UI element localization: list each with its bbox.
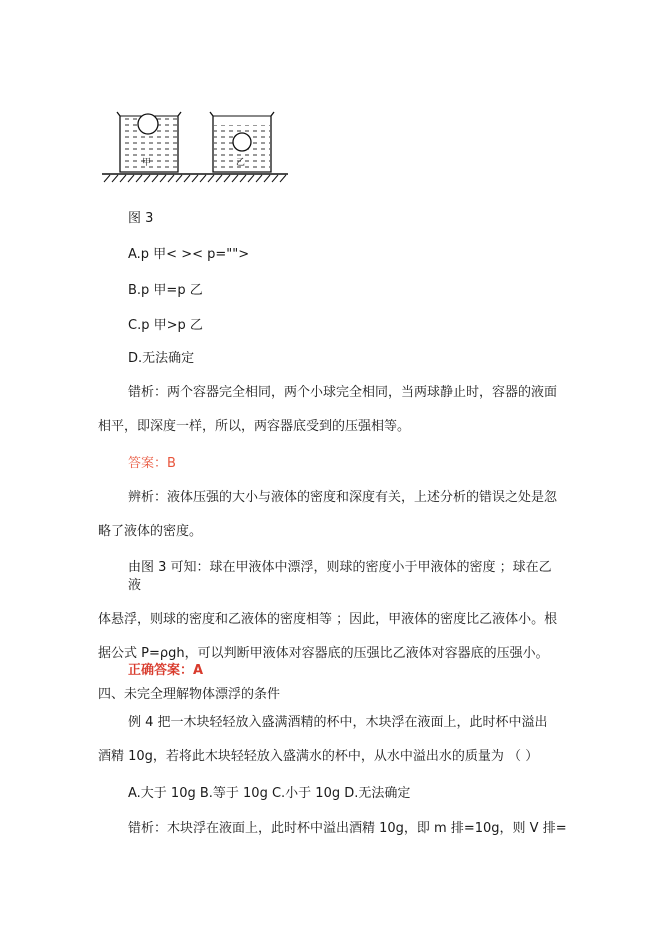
wrong-analysis-line1: 错析：两个容器完全相同，两个小球完全相同，当两球静止时，容器的液面	[128, 385, 558, 400]
ball-right	[233, 133, 251, 151]
wrong-analysis-2: 错析：木块浮在液面上，此时杯中溢出酒精 10g，即 m 排=10g，则 V 排=	[128, 821, 567, 836]
example-4	[98, 714, 558, 766]
ground-hatching	[104, 175, 286, 182]
reasoning-line2: 体悬浮，则球的密度和乙液体的密度相等 ；因此，甲液体的密度比乙液体小。根	[98, 612, 558, 627]
wrong-analysis	[98, 384, 558, 436]
answer-label: 答案：B	[128, 456, 176, 471]
discriminate-line2: 略了液体的密度。	[98, 524, 203, 539]
example-4-line1: 例 4 把一木块轻轻放入盛满酒精的杯中，木块浮在液面上，此时杯中溢出	[128, 715, 548, 730]
option-b: B.p 甲=p 乙	[128, 283, 203, 298]
option-c: C.p 甲>p 乙	[128, 318, 203, 333]
discriminate-line1: 辨析：液体压强的大小与液体的密度和深度有关，上述分析的错误之处是忽	[128, 490, 558, 505]
reasoning-line3: 据公式 P=ρgh，可以判断甲液体对容器底的压强比乙液体对容器底的压强小。	[98, 646, 549, 661]
example-4-options: A.大于 10g B.等于 10g C.小于 10g D.无法确定	[128, 786, 411, 801]
figure-caption: 图 3	[128, 211, 154, 226]
ball-left	[138, 114, 158, 134]
option-a: A.p 甲< >< p="">	[128, 247, 250, 262]
label-left: 甲	[142, 158, 152, 168]
figure-3-beakers	[100, 104, 290, 186]
section-heading: 四、未完全理解物体漂浮的条件	[98, 687, 281, 702]
wrong-analysis-line2: 相平，即深度一样，所以，两容器底受到的压强相等。	[98, 419, 411, 434]
correct-answer: 正确答案：A	[128, 663, 204, 678]
option-d: D.无法确定	[128, 351, 195, 366]
reasoning-line1: 由图 3 可知：球在甲液体中漂浮，则球的密度小于甲液体的密度 ；球在乙液	[128, 560, 552, 593]
label-right: 乙	[236, 158, 246, 168]
discriminate-analysis	[98, 489, 558, 541]
example-4-line2: 酒精 10g，若将此木块轻轻放入盛满水的杯中，从水中溢出水的质量为 （ ）	[98, 749, 539, 764]
reasoning	[98, 559, 558, 663]
